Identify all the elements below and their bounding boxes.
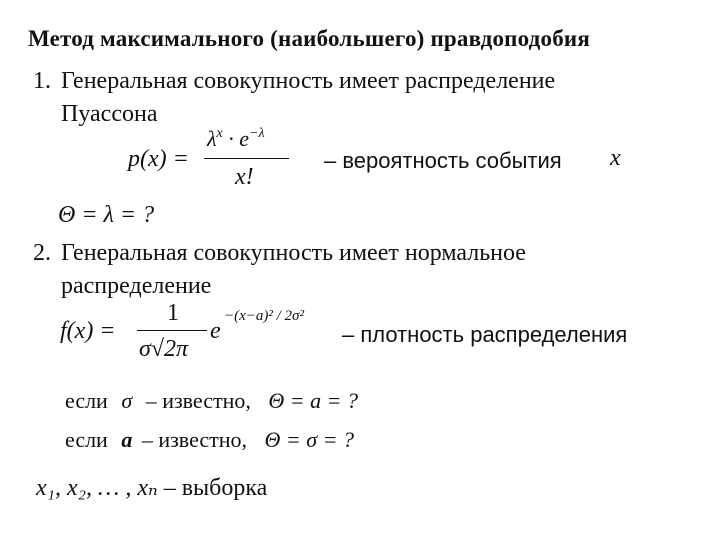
poisson-theta: Θ = λ = ?	[58, 202, 155, 228]
poisson-fraction-bar	[204, 158, 289, 159]
normal-numerator: 1	[167, 300, 179, 326]
sample-line	[36, 473, 267, 502]
poisson-denominator: x!	[235, 164, 254, 190]
normal-description: – плотность распределения	[342, 322, 628, 347]
condition-row-1	[65, 388, 358, 414]
poisson-e: · e	[222, 126, 250, 151]
item1-text-line1: Генеральная совокупность имеет распределение	[61, 68, 556, 94]
item2-number: 2.	[33, 240, 51, 266]
condition-symbol: a	[121, 427, 133, 452]
poisson-description: – вероятность события	[324, 148, 562, 173]
condition-equation: Θ = a = ?	[268, 388, 358, 413]
item1-text-line2: Пуассона	[61, 101, 158, 127]
condition-text: – известно,	[141, 427, 248, 452]
condition-prefix: если	[65, 388, 108, 413]
condition-equation: Θ = σ = ?	[264, 427, 354, 452]
condition-text: – известно,	[145, 388, 251, 413]
item2-text-line2: распределение	[61, 273, 212, 299]
condition-symbol: σ	[121, 388, 133, 413]
condition-row-2	[65, 427, 354, 453]
sample-vars: x₁, x₂, … , xₙ	[36, 475, 158, 501]
poisson-exp-x: x	[216, 126, 223, 141]
normal-fraction-bar	[137, 330, 207, 331]
item1-number: 1.	[33, 68, 51, 94]
poisson-lhs: p(x) =	[128, 146, 189, 172]
poisson-lambda: λ	[207, 126, 217, 151]
page-title: Метод максимального (наибольшего) правдоподобия	[28, 26, 591, 51]
normal-exp-base: e	[210, 318, 221, 344]
condition-prefix: если	[65, 427, 108, 452]
item2-text-line1: Генеральная совокупность имеет нормальное	[61, 240, 526, 266]
sample-label: – выборка	[163, 475, 268, 501]
poisson-numerator	[207, 126, 265, 152]
normal-exponent: −(x−a)² / 2σ²	[224, 308, 304, 324]
poisson-exp-lambda: −λ	[249, 126, 265, 141]
poisson-description-var: x	[610, 145, 621, 171]
normal-lhs: f(x) =	[60, 318, 116, 344]
normal-denominator: σ√2π	[139, 336, 189, 362]
